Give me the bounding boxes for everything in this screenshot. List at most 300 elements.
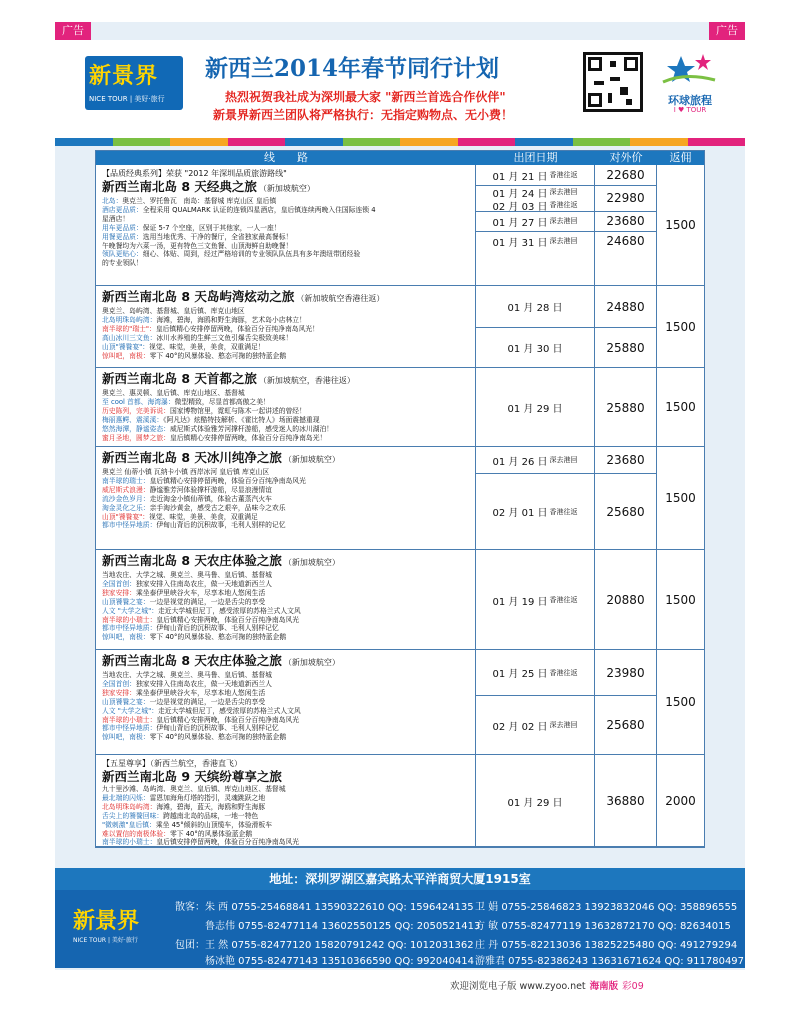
price-cell (595, 550, 657, 649)
route-highlight (102, 785, 471, 794)
highlight-text: 伊甸山背后的沉积故事、毛利人别样记忆 (156, 724, 279, 733)
route-highlight (102, 233, 471, 242)
highlight-key: 用餐更品质： (102, 232, 143, 241)
departure-date (476, 550, 594, 650)
route-detail (96, 650, 476, 754)
port-text: 香港往返 (549, 201, 578, 209)
highlight-key: 难以置信的南极体验： (102, 829, 170, 838)
star-icon (655, 52, 725, 92)
price-divider (595, 327, 656, 328)
route-detail (96, 755, 476, 846)
route-highlight (102, 389, 471, 398)
highlight-text: 一边是视觉的满足，一边是舌尖的享受 (149, 597, 266, 606)
contact-logo-sub: NICE TOUR | 美好·旅行 (73, 937, 138, 944)
date-text: 01 月 24 日 (492, 188, 548, 200)
highlight-key: 全国首创： (102, 579, 136, 588)
group-label: 包团： (175, 940, 205, 951)
contact-row: 卫 娟 0755-25846823 13923832046 QQ: 358896555 (475, 902, 738, 913)
rebate-value: 1500 (665, 319, 696, 334)
departure-date (476, 211, 594, 231)
route-highlight (102, 325, 471, 334)
price-value: 23680 (606, 453, 645, 467)
highlight-key: 淘金灵化之乐： (102, 503, 150, 512)
partner-sub: I ♥ TOUR (673, 106, 707, 114)
price-value: 22680 (606, 168, 645, 182)
ad-label-left: 广告 (55, 22, 91, 40)
highlight-text: 视觉、味觉，美景、美食，双重满足 (149, 512, 258, 521)
date-cell (476, 447, 595, 549)
price-value: 36880 (606, 794, 645, 808)
highlight-text: 奥克兰、岛屿湾、基督城、皇后镇、库克山地区 (102, 307, 245, 315)
price-cell (595, 165, 657, 285)
route-highlight (102, 416, 471, 425)
highlight-text: 海滩，碧海，蓝天，海鸥和野生海豚 (156, 802, 266, 811)
highlight-text: 独家安排入住南岛农庄，做一天地道新西兰人 (135, 579, 272, 588)
departure-date (476, 286, 594, 327)
highlight-text: 星酒店！ (102, 214, 130, 223)
date-text: 01 月 28 日 (507, 303, 563, 314)
highlight-text: 全程采用 QUALMARK 认证的连锁四星酒店，皇后镇连续两晚入住国际连锁 4 (142, 205, 376, 214)
partner-logo (655, 52, 725, 122)
route-title-text: 新西兰南北岛 9 天缤纷尊享之旅 (102, 769, 282, 784)
date-text: 01 月 26 日 (492, 456, 548, 468)
highlight-text: 零下 40°的风暴体验蓝企鹅 (169, 829, 253, 838)
rebate-value: 1500 (665, 592, 696, 607)
highlight-key: 北岛明珠岛屿湾： (102, 802, 157, 811)
route-detail (96, 447, 476, 549)
highlight-text: 海滩，碧海，海鸥和野生海豚，艺术岛小店林立！ (156, 315, 306, 324)
price-cell (595, 650, 657, 754)
highlight-text: 奥克兰、罗托鲁瓦 南岛：基督城 库克山区 皇后镇 (122, 197, 277, 205)
highlight-text: 九十里沙滩、岛屿湾、奥克兰、皇后镇、库克山地区、基督城 (102, 785, 286, 793)
highlight-key: 北岛： (102, 197, 123, 205)
port-text: 深去港回 (549, 188, 578, 196)
departure-date (476, 473, 594, 550)
rebate-value: 1500 (665, 695, 696, 709)
route-highlight (102, 589, 471, 598)
footer-text: 欢迎浏览电子版 www.zyoo.net (450, 981, 586, 992)
highlight-key: 历史陈列，完美诉说： (102, 406, 170, 415)
route-title-text: 新西兰南北岛 8 天岛屿湾炫动之旅 (102, 289, 295, 304)
price-value: 22980 (606, 191, 645, 205)
date-text: 01 月 19 日 (492, 596, 548, 608)
route-highlight (102, 838, 471, 847)
highlight-key: 惊叫吧，南极： (102, 351, 150, 360)
page-title: 新西兰2014年春节同行计划 (205, 55, 500, 82)
price-value: 23980 (606, 665, 645, 680)
route-highlight (102, 486, 471, 495)
price-cell (595, 447, 657, 549)
airline-label: （新加坡航空） (283, 558, 340, 567)
route-section (96, 550, 704, 650)
address-bar: 地址：深圳罗湖区嘉宾路太平洋商贸大厦1915室 (55, 868, 745, 890)
port-text: 深去港回 (549, 237, 578, 245)
highlight-text: 走近大学城但尼丁，感受浓厚的苏格兰式人文风 (158, 706, 301, 715)
price-value: 25880 (606, 400, 645, 415)
brand-logo (85, 56, 183, 110)
route-highlight (102, 521, 471, 530)
highlight-text: 亲手淘沙黄金，感受古之艰辛，品味今之欢乐 (149, 503, 286, 512)
route-highlight (102, 407, 471, 416)
price-value: 25680 (606, 718, 645, 732)
departure-date (476, 231, 594, 251)
date-text: 01 月 29 日 (507, 797, 563, 809)
highlight-key: 全国首创： (102, 679, 136, 688)
airline-label: （新加坡航空，香港往返） (258, 376, 355, 385)
route-highlight (102, 724, 471, 733)
highlight-key: 至 cool 首都、海湾瀑： (102, 397, 175, 406)
header (55, 40, 745, 138)
route-highlight (102, 803, 471, 812)
highlight-key: 都市中怪异地质： (102, 624, 157, 633)
footer-page: 彩09 (622, 981, 644, 992)
highlight-key: 南半球的小瑞士： (102, 838, 157, 847)
departure-date (476, 199, 594, 211)
route-title (102, 289, 471, 307)
highlight-key: 惊叫吧，南极： (102, 733, 150, 742)
highlight-key: 南半球的小瑞士： (102, 715, 157, 724)
date-text: 01 月 25 日 (492, 669, 548, 680)
route-title (102, 553, 471, 571)
route-highlight (102, 215, 471, 224)
date-text: 01 月 27 日 (492, 217, 548, 229)
airline-label: （新加坡航空香港往返） (296, 294, 385, 303)
route-highlight (102, 812, 471, 821)
route-highlight (102, 616, 471, 625)
route-highlight (102, 689, 471, 698)
route-title-text: 新西兰南北岛 8 天农庄体验之旅 (102, 653, 282, 668)
highlight-key: 独家安排： (102, 688, 136, 697)
highlight-key: 流沙金色岁月： (102, 494, 150, 503)
rebate-value: 1500 (665, 218, 696, 232)
price-divider (595, 211, 656, 212)
route-detail (96, 550, 476, 649)
route-highlight (102, 680, 471, 689)
route-highlight (102, 434, 471, 443)
price-divider (595, 185, 656, 186)
route-highlight (102, 598, 471, 607)
date-text: 01 月 31 日 (492, 237, 548, 249)
highlight-text: 零下 40°的风暴体验、憨态可掬的独特蓝企鹅 (149, 633, 287, 642)
highlight-key: 舌尖上的饕餮回味： (102, 811, 164, 820)
footer (450, 978, 750, 992)
route-section (96, 650, 704, 755)
route-detail (96, 286, 476, 367)
route-highlight (102, 425, 471, 434)
date-text: 02 月 03 日 (492, 201, 548, 213)
highlight-key: 都市中怪异地质： (102, 724, 157, 733)
highlight-key: 山顶饕餮之宴： (102, 697, 150, 706)
route-highlight (102, 468, 471, 477)
contact-row: 王 然 0755-82477120 15820791242 QQ: 1012031362 (205, 940, 474, 951)
brand-logo-text: 新景界 (89, 64, 159, 89)
route-highlight (102, 316, 471, 325)
subtitle-1: 热烈祝贺我社成为深圳最大家 "新西兰首选合作伙伴" (225, 90, 506, 104)
highlight-key: 山顶"饕餮宴"： (102, 342, 150, 351)
route-title (102, 179, 471, 197)
date-text: 01 月 21 日 (492, 171, 548, 183)
price-divider (595, 695, 656, 696)
route-highlight (102, 794, 471, 803)
route-title (102, 371, 471, 389)
departure-date (476, 368, 594, 447)
contact-row: 方 敏 0755-82477119 13632872170 QQ: 82634015 (475, 921, 731, 932)
price-value: 24680 (606, 234, 645, 248)
port-text: 深去港回 (549, 721, 578, 729)
highlight-text: 《阿凡达》炫酷特技解析、《霍比特人》场面震撼重现 (163, 415, 320, 424)
highlight-text: 乘坐泰伊里峡谷火车，尽享本地人悠闲生活 (135, 688, 266, 697)
highlight-text: 冰川水养殖的生鲜三文鱼引爆舌尖极致美味！ (156, 333, 293, 342)
rebate-value: 2000 (665, 793, 696, 808)
partner-name: 环球旅程 (668, 94, 712, 107)
route-tag: 【五星尊享】（新西兰航空，香港直飞） (102, 759, 242, 768)
route-tag: 【品质经典系列】荣获 "2012 年深圳品质旅游路线" (102, 169, 287, 178)
route-highlight (102, 830, 471, 839)
route-highlight (102, 607, 471, 616)
route-highlight (102, 224, 471, 233)
airline-label: （新加坡航空） (283, 658, 340, 667)
price-value: 20880 (606, 593, 645, 607)
departure-date (476, 165, 594, 185)
route-highlight (102, 259, 471, 268)
highlight-text: 保证 5-7 个空座，区别于其他家，一人一座！ (142, 223, 281, 232)
route-highlight (102, 495, 471, 504)
highlight-key: 最北端的闪烁： (102, 793, 150, 802)
price-value: 23680 (606, 214, 645, 228)
highlight-key: 独家安排： (102, 588, 136, 597)
highlight-key: 南半球的瑞士： (102, 476, 150, 485)
highlight-text: 乘坐 45°倾斜的山顶缆车，体验滑板车 (155, 820, 273, 829)
highlight-key: 南半球的"瑞士"： (102, 324, 156, 333)
route-title-text: 新西兰南北岛 8 天经典之旅 (102, 179, 257, 194)
date-cell (476, 755, 595, 846)
date-divider (476, 231, 594, 232)
highlight-text: 微型精致，尽显首都高傲之美！ (174, 397, 270, 406)
departure-date (476, 327, 594, 368)
highlight-text: 静谧雅芳河体验撑杆游船，尽显浪漫情谊 (149, 485, 272, 494)
route-highlight (102, 242, 471, 251)
highlight-key: 都市中怪异地质： (102, 521, 157, 530)
date-divider (476, 327, 594, 328)
highlight-text: 伊甸山背后的沉积故事、毛利人别样记忆 (156, 624, 279, 633)
route-section (96, 755, 704, 847)
contact-logo-text: 新景界 (73, 909, 140, 934)
highlight-key: 悠然海潭，静谧姿态： (102, 424, 170, 433)
itinerary-table (95, 150, 705, 848)
route-highlight (102, 733, 471, 742)
highlight-text: 皇后镇精心安排停留两晚，体验百分百纯净南岛风光 (149, 476, 306, 485)
header-route: 线 路 (264, 151, 308, 164)
route-highlight (102, 250, 471, 259)
highlight-text: 视觉、味觉，美景，美食，双重满足！ (149, 342, 265, 351)
contact-logo (73, 904, 163, 944)
contact-row: 杨冰艳 0755-82477143 13510366590 QQ: 992040414 (205, 956, 475, 967)
contact-row: 朱 西 0755-25468841 13590322610 QQ: 1596424135 (205, 902, 474, 913)
route-title-text: 新西兰南北岛 8 天首都之旅 (102, 371, 257, 386)
date-text: 01 月 29 日 (507, 404, 563, 415)
highlight-text: 奥克兰 仙蒂小镇 瓦纳卡小镇 西岸冰河 皇后镇 库克山区 (102, 468, 270, 476)
ad-label-right: 广告 (709, 22, 745, 40)
route-highlight (102, 334, 471, 343)
header-rebate: 返佣 (669, 151, 692, 164)
rebate-value: 1500 (665, 491, 696, 505)
highlight-key: 领队更贴心： (102, 250, 143, 259)
route-detail (96, 368, 476, 446)
highlight-key: 山顶"饕餮宴"： (102, 512, 150, 521)
highlight-key: 人文 "大学之城"： (102, 606, 158, 615)
airline-label: （新加坡航空） (258, 184, 315, 193)
highlight-key: 高山冰川三文鱼： (102, 333, 157, 342)
route-highlight (102, 633, 471, 642)
route-section (96, 165, 704, 286)
date-divider (476, 185, 594, 186)
route-highlight (102, 307, 471, 316)
highlight-text: 午晚餐均为六菜一汤，更有特色三文鱼餐、山顶海鲜自助晚餐！ (102, 241, 293, 250)
date-cell (476, 650, 595, 754)
route-highlight (102, 580, 471, 589)
port-text: 香港往返 (549, 171, 578, 179)
highlight-key: 威尼斯式浪漫： (102, 485, 150, 494)
price-divider (595, 231, 656, 232)
departure-date (476, 755, 594, 847)
port-text: 深去港回 (549, 217, 578, 225)
route-highlight (102, 206, 471, 215)
rebate-value: 1500 (665, 400, 696, 414)
highlight-text: 皇后镇安排停留两晚，体验百分百纯净南岛风光 (156, 838, 300, 847)
highlight-text: 跨越南北岛的品味，一地一特色 (163, 811, 259, 820)
contact-panel (55, 890, 745, 968)
highlight-text: 雷恩加海角灯塔的指引，灵魂跳跃之地 (149, 793, 266, 802)
price-value: 25680 (606, 504, 645, 519)
route-title (102, 769, 471, 785)
date-divider (476, 695, 594, 696)
port-text: 香港往返 (549, 596, 578, 604)
color-stripe (55, 138, 745, 146)
highlight-key: 蜜月圣地，圆梦之旅： (102, 433, 170, 442)
contact-row: 游雅君 0755-82386243 13631671624 QQ: 911780497 (475, 956, 745, 967)
highlight-text: 零下 40°的风暴体验、憨态可掬的独特蓝企鹅 (149, 351, 287, 360)
date-cell (476, 368, 595, 446)
highlight-text: 走近大学城但尼丁，感受浓厚的苏格兰式人文风 (158, 606, 301, 615)
date-cell (476, 286, 595, 367)
date-cell (476, 165, 595, 285)
price-value: 25880 (606, 340, 645, 355)
highlight-key: 梅丽惠鳄、震溪溪： (102, 415, 164, 424)
departure-date (476, 650, 594, 695)
date-divider (476, 473, 594, 474)
highlight-text: 皇后镇精心安排两晚，体验百分百纯净南岛风光 (156, 715, 300, 724)
highlight-text: 独家安排入住南岛农庄，做一天地道新西兰人 (135, 679, 272, 688)
route-section (96, 286, 704, 368)
route-highlight (102, 197, 471, 206)
route-highlight (102, 504, 471, 513)
price-cell (595, 368, 657, 446)
date-divider (476, 211, 594, 212)
price-value: 24880 (606, 299, 645, 314)
subtitle-2: 新景界新西兰团队将严格执行：无指定购物点、无小费！ (213, 108, 514, 122)
price-cell (595, 286, 657, 367)
route-title-text: 新西兰南北岛 8 天冰川纯净之旅 (102, 450, 282, 465)
highlight-key: 北岛明珠岛屿湾： (102, 315, 157, 324)
route-highlight (102, 571, 471, 580)
qr-code-icon (583, 52, 643, 112)
date-text: 02 月 02 日 (492, 721, 548, 733)
route-highlight (102, 707, 471, 716)
route-highlight (102, 821, 471, 830)
departure-date (476, 447, 594, 473)
route-highlight (102, 624, 471, 633)
route-title (102, 450, 471, 468)
highlight-text: 零下 40°的风暴体验、憨态可掬的独特蓝企鹅 (149, 733, 287, 742)
highlight-key: 用车更品质： (102, 223, 143, 232)
footer-edition: 海南版 (589, 981, 619, 992)
table-header (96, 151, 704, 165)
highlight-text: 当地农庄、大学之城、奥克兰、奥马鲁、皇后镇、基督城 (102, 571, 272, 579)
highlight-key: 酒店更品质： (102, 205, 143, 214)
route-section (96, 368, 704, 447)
route-detail (96, 165, 476, 285)
retail-label: 散客： (175, 902, 205, 913)
highlight-text: 皇后镇精心安排停留两晚，体验百分百纯净南岛风光！ (155, 324, 319, 333)
port-text: 深去港回 (549, 456, 578, 464)
highlight-text: 的专业领队！ (102, 259, 143, 268)
route-highlight (102, 513, 471, 522)
highlight-key: 人文 "大学之城"： (102, 706, 158, 715)
highlight-key: 惊叫吧，南极： (102, 633, 150, 642)
highlight-key: 南半球的小瑞士： (102, 615, 157, 624)
route-highlight (102, 716, 471, 725)
highlight-text: 选用当地优秀、干净的餐厅，全省独家最高餐标！ (142, 232, 293, 241)
date-text: 02 月 01 日 (492, 508, 548, 519)
route-highlight (102, 398, 471, 407)
date-text: 01 月 30 日 (507, 344, 563, 355)
highlight-text: 皇后镇精心安排两晚，体验百分百纯净南岛风光 (156, 615, 300, 624)
route-highlight (102, 671, 471, 680)
highlight-text: 国家博物馆里，霓虹与陈木一起讲述的曾经！ (169, 406, 306, 415)
route-highlight (102, 343, 471, 352)
port-text: 香港往返 (549, 507, 578, 516)
price-cell (595, 755, 657, 846)
route-title-text: 新西兰南北岛 8 天农庄体验之旅 (102, 553, 282, 568)
port-text: 香港往返 (549, 668, 578, 677)
highlight-text: 乘坐泰伊里峡谷火车，尽享本地人悠闲生活 (135, 588, 266, 597)
highlight-text: 威尼斯式体验雅芳河撑杆游船，感受迷人的冰川湖泊！ (169, 424, 334, 433)
highlight-text: 皇后镇精心安排停留两晚，体验百分百纯净南岛光！ (169, 433, 327, 442)
highlight-key: "微刺激"皇后镇： (102, 820, 156, 829)
highlight-key: 山顶饕餮之宴： (102, 597, 150, 606)
departure-date (476, 695, 594, 755)
highlight-text: 一边是视觉的满足，一边是舌尖的享受 (149, 697, 266, 706)
brand-logo-sub: NICE TOUR | 美好·旅行 (89, 95, 165, 103)
highlight-text: 伊甸山背后的沉积故事，毛利人别样的记忆 (156, 521, 286, 530)
route-title (102, 653, 471, 671)
header-date: 出团日期 (513, 151, 558, 164)
highlight-text: 细心、体贴、周到，经过严格培训的专业领队队伍具有多年澳纽带团经验 (142, 250, 361, 259)
route-section (96, 447, 704, 550)
contact-row: 鲁志伟 0755-82477114 13602550125 QQ: 2050521413 (205, 921, 481, 932)
highlight-text: 奥克兰、惠灵顿、皇后镇、库克山地区、基督城 (102, 389, 245, 397)
highlight-text: 当地农庄、大学之城、奥克兰、奥马鲁、皇后镇、基督城 (102, 671, 272, 679)
airline-label: （新加坡航空） (283, 455, 340, 464)
contact-row: 庄 丹 0755-82213036 13825225480 QQ: 491279294 (475, 940, 738, 951)
header-price: 对外价 (609, 151, 643, 164)
highlight-text: 走近淘金小镇仙蒂镇，体验古董蒸汽火车 (149, 494, 272, 503)
price-divider (595, 473, 656, 474)
date-cell (476, 550, 595, 649)
route-highlight (102, 477, 471, 486)
route-highlight (102, 698, 471, 707)
route-highlight (102, 352, 471, 361)
